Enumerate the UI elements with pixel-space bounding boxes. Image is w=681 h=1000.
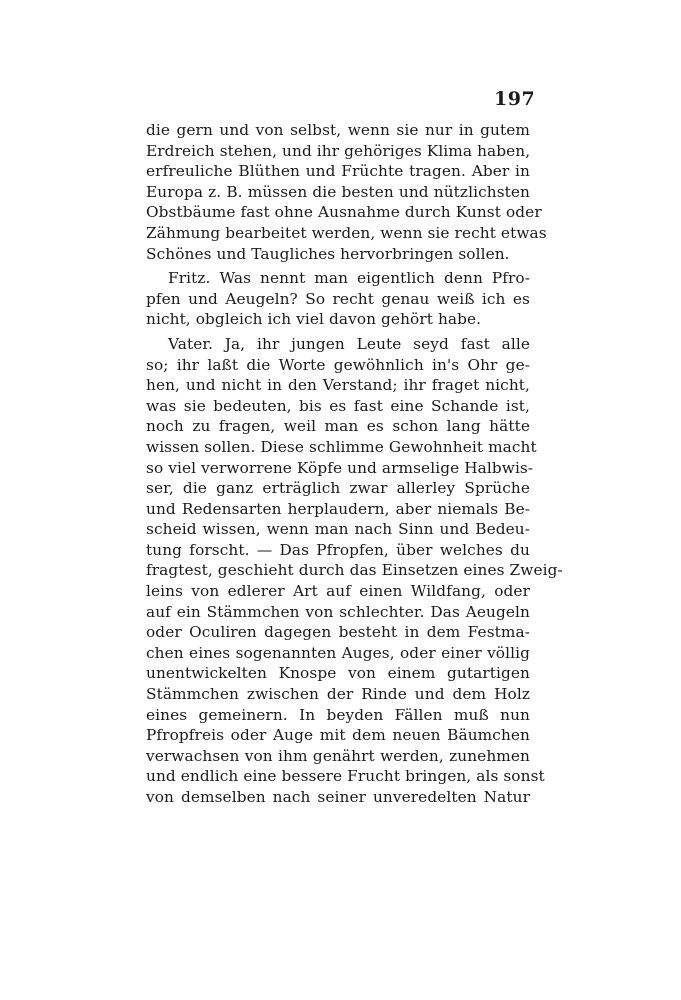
text-line: leins von edlerer Art auf einen Wildfang, oder	[146, 582, 530, 601]
text-line: eines gemeinern. In beyden Fällen muß nun	[146, 705, 530, 724]
text-line: und Redensarten herplaudern, aber niemals Be-	[146, 499, 530, 518]
text-line: Pfropfreis oder Auge mit dem neuen Bäumchen	[146, 726, 530, 745]
text-line: scheid wissen, wenn man nach Sinn und Bedeu-	[146, 520, 530, 539]
text-line: ser, die ganz erträglich zwar allerley Sprüche	[146, 479, 530, 498]
text-line: pfen und Aeugeln? So recht genau weiß ich es	[146, 289, 530, 308]
text-line: Fritz. Was nennt man eigentlich denn Pfro-	[168, 269, 530, 288]
body-text	[146, 120, 563, 808]
text-line: Europa z. B. müssen die besten und nützlichsten	[146, 182, 530, 201]
text-line: noch zu fragen, weil man es schon lang hätte	[146, 417, 530, 436]
text-line: Stämmchen zwischen der Rinde und dem Holz	[146, 685, 530, 704]
text-line: Zähmung bearbeitet werden, wenn sie recht etwas	[146, 223, 547, 242]
text-line: tung forscht. — Das Pfropfen, über welches du	[146, 540, 530, 559]
text-line: von demselben nach seiner unveredelten Natur	[146, 788, 530, 806]
text-line: nicht, obgleich ich viel davon gehört habe.	[146, 310, 482, 329]
page-number: 197	[494, 88, 536, 110]
text-line: Schönes und Taugliches hervorbringen sollen.	[146, 244, 510, 263]
text-line: Erdreich stehen, und ihr gehöriges Klima haben,	[146, 141, 531, 160]
text-line: Vater. Ja, ihr jungen Leute seyd fast alle	[168, 334, 530, 353]
text-line: oder Oculiren dagegen besteht in dem Festma-	[146, 623, 530, 642]
text-line: fragtest, geschieht durch das Einsetzen eines Zweig-	[146, 561, 563, 580]
text-line: so; ihr laßt die Worte gewöhnlich in's Ohr ge-	[146, 355, 530, 374]
text-line: hen, und nicht in den Verstand; ihr fraget nicht,	[146, 376, 530, 395]
text-line: erfreuliche Blüthen und Früchte tragen. Aber in	[146, 162, 530, 181]
text-line: verwachsen von ihm genährt werden, zunehmen	[146, 746, 530, 765]
text-line: und endlich eine bessere Frucht bringen, als sonst	[146, 767, 545, 786]
text-line: unentwickelten Knospe von einem gutartigen	[146, 664, 530, 683]
text-line: so viel verworrene Köpfe und armselige Halbwis-	[146, 458, 534, 477]
text-line: wissen sollen. Diese schlimme Gewohnheit macht	[146, 437, 537, 456]
text-line: Obstbäume fast ohne Ausnahme durch Kunst oder	[146, 203, 542, 222]
text-line: chen eines sogenannten Auges, oder einer völlig	[146, 643, 530, 662]
text-line: was sie bedeuten, bis es fast eine Schande ist,	[146, 396, 530, 415]
text-line: die gern und von selbst, wenn sie nur in gutem	[146, 121, 530, 139]
text-line: auf ein Stämmchen von schlechter. Das Aeugeln	[146, 602, 530, 621]
